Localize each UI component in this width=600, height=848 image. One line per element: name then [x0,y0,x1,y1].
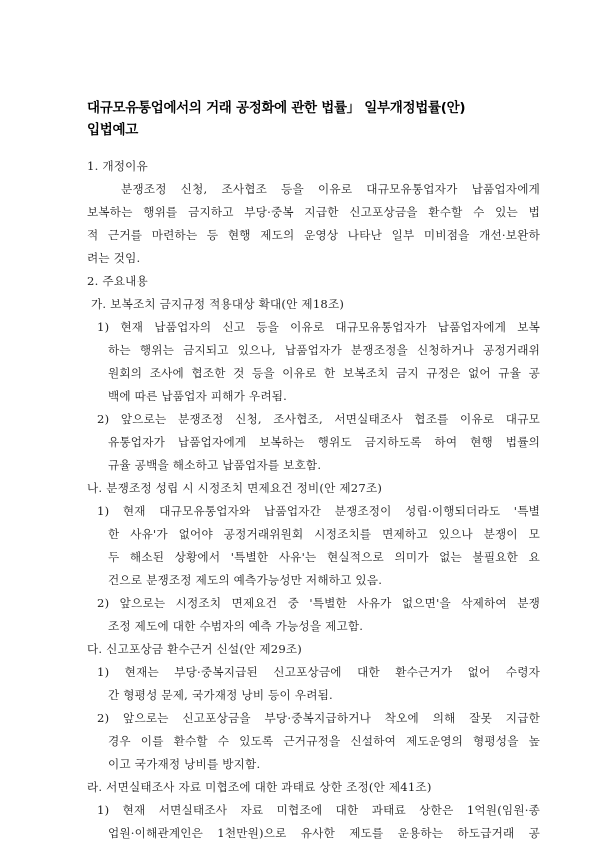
section-1-heading: 1. 개정이유 [87,159,148,173]
item-line: 유통업자가 납품업자에게 보복하는 행위도 금지하도록 하여 현행 법률의 [108,435,540,449]
item-line: 2) 앞으로는 신고포상금을 부당·중복지급하거나 착오에 의해 잘못 지급한 [97,711,540,725]
item-line: 2) 앞으로는 시정조치 면제요건 중 '특별한 사유가 없으면'을 삭제하여 분쟁 [97,596,540,610]
section-1-line: 려는 것임. [87,251,141,265]
section-1-line: 보복하는 행위를 금지하고 부당·중복 지급한 신고포상금을 환수할 수 있는 법 [87,205,540,219]
item-line: 2) 앞으로는 분쟁조정 신청, 조사협조, 서면실태조사 협조를 이유로 대규모 [97,412,540,426]
document-title [87,97,547,141]
item-line: 1) 현재는 부당·중복지급된 신고포상금에 대한 환수근거가 없어 수령자 [97,665,540,679]
item-line: 경우 이를 환수할 수 있도록 근거규정을 신설하여 제도운영의 형평성을 높 [108,734,540,748]
title-line-1: 대규모유통업에서의 거래 공정화에 관한 법률」 일부개정법률(안) [87,100,466,116]
subsection-heading: 라. 서면실태조사 자료 미협조에 대한 과태료 상한 조정(안 제41조) [87,780,432,794]
item-line: 이고 국가재정 낭비를 방지함. [108,757,261,771]
section-1-line: 적 근거를 마련하는 등 현행 제도의 운영상 나타난 일부 미비점을 개선·보완하 [87,228,540,242]
section-1-line: 분쟁조정 신청, 조사협조 등을 이유로 대규모유통업자가 납품업자에게 [121,182,540,196]
item-line: 업원·이해관계인은 1천만원)으로 유사한 제도를 운용하는 하도급거래 공 [108,826,540,840]
item-line: 규율 공백을 해소하고 납품업자를 보호함. [108,458,322,472]
title-line-2: 입법예고 [87,122,138,138]
item-line: 1) 현재 대규모유통업자와 납품업자간 분쟁조정이 성립·이행되더라도 '특별 [97,504,540,518]
item-line: 하는 행위는 금지되고 있으나, 납품업자가 분쟁조정을 신청하거나 공정거래위 [108,343,540,357]
item-line: 원회의 조사에 협조한 것 등을 이유로 한 보복조치 금지 규정은 없어 규율 공 [108,366,540,380]
item-line: 한 사유'가 없어야 공정거래위원회 시정조치를 면제하고 있으나 분쟁이 모 [108,527,540,541]
subsection-heading: 다. 신고포상금 환수근거 신설(안 제29조) [87,642,303,656]
item-line: 1) 현재 서면실태조사 자료 미협조에 대한 과태료 상한은 1억원(임원·종 [97,803,540,817]
item-line: 1) 현재 납품업자의 신고 등을 이유로 대규모유통업자가 납품업자에게 보복 [97,320,540,334]
item-line: 건으로 분쟁조정 제도의 예측가능성만 저해하고 있음. [108,573,383,587]
item-line: 조정 제도에 대한 수범자의 예측 가능성을 제고함. [108,619,364,633]
item-line: 두 해소된 상황에서 '특별한 사유'는 현실적으로 의미가 없는 불필요한 요 [108,550,540,564]
subsection-heading: 가. 보복조치 금지규정 적용대상 확대(안 제18조) [91,297,345,311]
section-2-heading: 2. 주요내용 [87,274,148,288]
subsection-heading: 나. 분쟁조정 성립 시 시정조치 면제요건 정비(안 제27조) [87,481,383,495]
item-line: 간 형평성 문제, 국가재정 낭비 등이 우려됨. [108,688,333,702]
item-line: 백에 따른 납품업자 피해가 우려됨. [108,389,288,403]
